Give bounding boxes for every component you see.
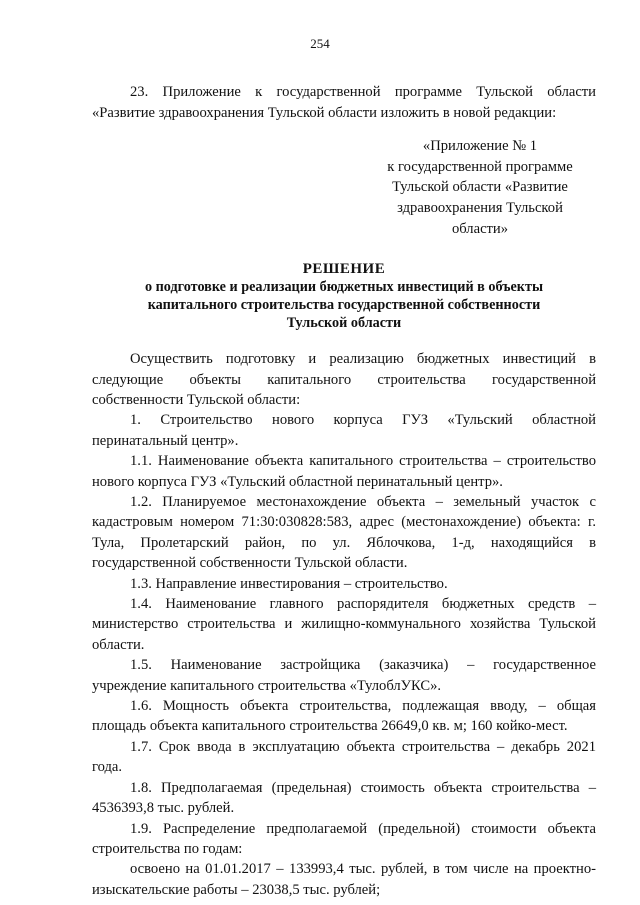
body-paragraph: освоено на 01.01.2017 – 133993,4 тыс. рублей, в том числе на проектно-изыскательские работы – 23038,5 тыс. рублей; <box>92 861 596 898</box>
appendix-line: к государственной программе <box>387 158 573 175</box>
body-paragraph: 1.8. Предполагаемая (предельная) стоимость объекта строительства – 4536393,8 тыс. рублей. <box>92 779 596 817</box>
appendix-line: здравоохранения Тульской области» <box>397 199 563 237</box>
body-paragraph: Осуществить подготовку и реализацию бюджетных инвестиций в следующие объекты капитального строительства государственной собственности Тульской области: <box>92 351 596 408</box>
title-line: капитального строительства государственной собственности <box>147 297 541 314</box>
title-line: о подготовке и реализации бюджетных инвестиций в объекты <box>144 279 544 296</box>
body-paragraph: 1.6. Мощность объекта строительства, подлежащая вводу, – общая площадь объекта капитального строительства 26649,0 кв. м; 160 койко-мест. <box>92 698 596 735</box>
appendix-line: Тульской области «Развитие <box>392 179 568 196</box>
body-paragraph: 1.7. Срок ввода в эксплуатацию объекта строительства – декабрь 2021 года. <box>92 738 596 776</box>
title-main: РЕШЕНИЕ <box>302 261 386 278</box>
body-paragraph: 1.1. Наименование объекта капитального строительства – строительство нового корпуса ГУЗ «Тульский областной перинатальный центр». <box>92 453 596 490</box>
appendix-heading <box>368 136 592 239</box>
document-content <box>92 82 596 900</box>
body-paragraph: 1.2. Планируемое местонахождение объекта – земельный участок с кадастровым номером 71:30:030828:583, адрес (местонахождение) объекта: г. Тула, Пролетарский район, по ул. Яблочкова, 1-д, находящийся в государственной собственности Тульской области. <box>92 494 596 572</box>
decision-title <box>92 260 596 332</box>
appendix-line: «Приложение № 1 <box>422 138 538 155</box>
body-paragraph: 1.4. Наименование главного распорядителя бюджетных средств – министерство строительства и жилищно-коммунального хозяйства Тульской области. <box>92 596 596 653</box>
intro-paragraph: 23. Приложение к государственной программе Тульской области «Развитие здравоохранения Тульской области изложить в новой редакции: <box>92 84 596 121</box>
body-paragraph: 1.5. Наименование застройщика (заказчика) – государственное учреждение капитального строительства «ТулоблУКС». <box>92 657 596 694</box>
body-paragraph: 1.9. Распределение предполагаемой (предельной) стоимости объекта строительства по годам: <box>92 820 596 857</box>
body-paragraph: 1.3. Направление инвестирования – строительство. <box>130 575 448 592</box>
decision-body <box>92 349 596 900</box>
body-paragraph: 1. Строительство нового корпуса ГУЗ «Тульский областной перинатальный центр». <box>92 412 596 449</box>
page-number: 254 <box>310 36 330 51</box>
title-line: Тульской области <box>286 315 402 332</box>
